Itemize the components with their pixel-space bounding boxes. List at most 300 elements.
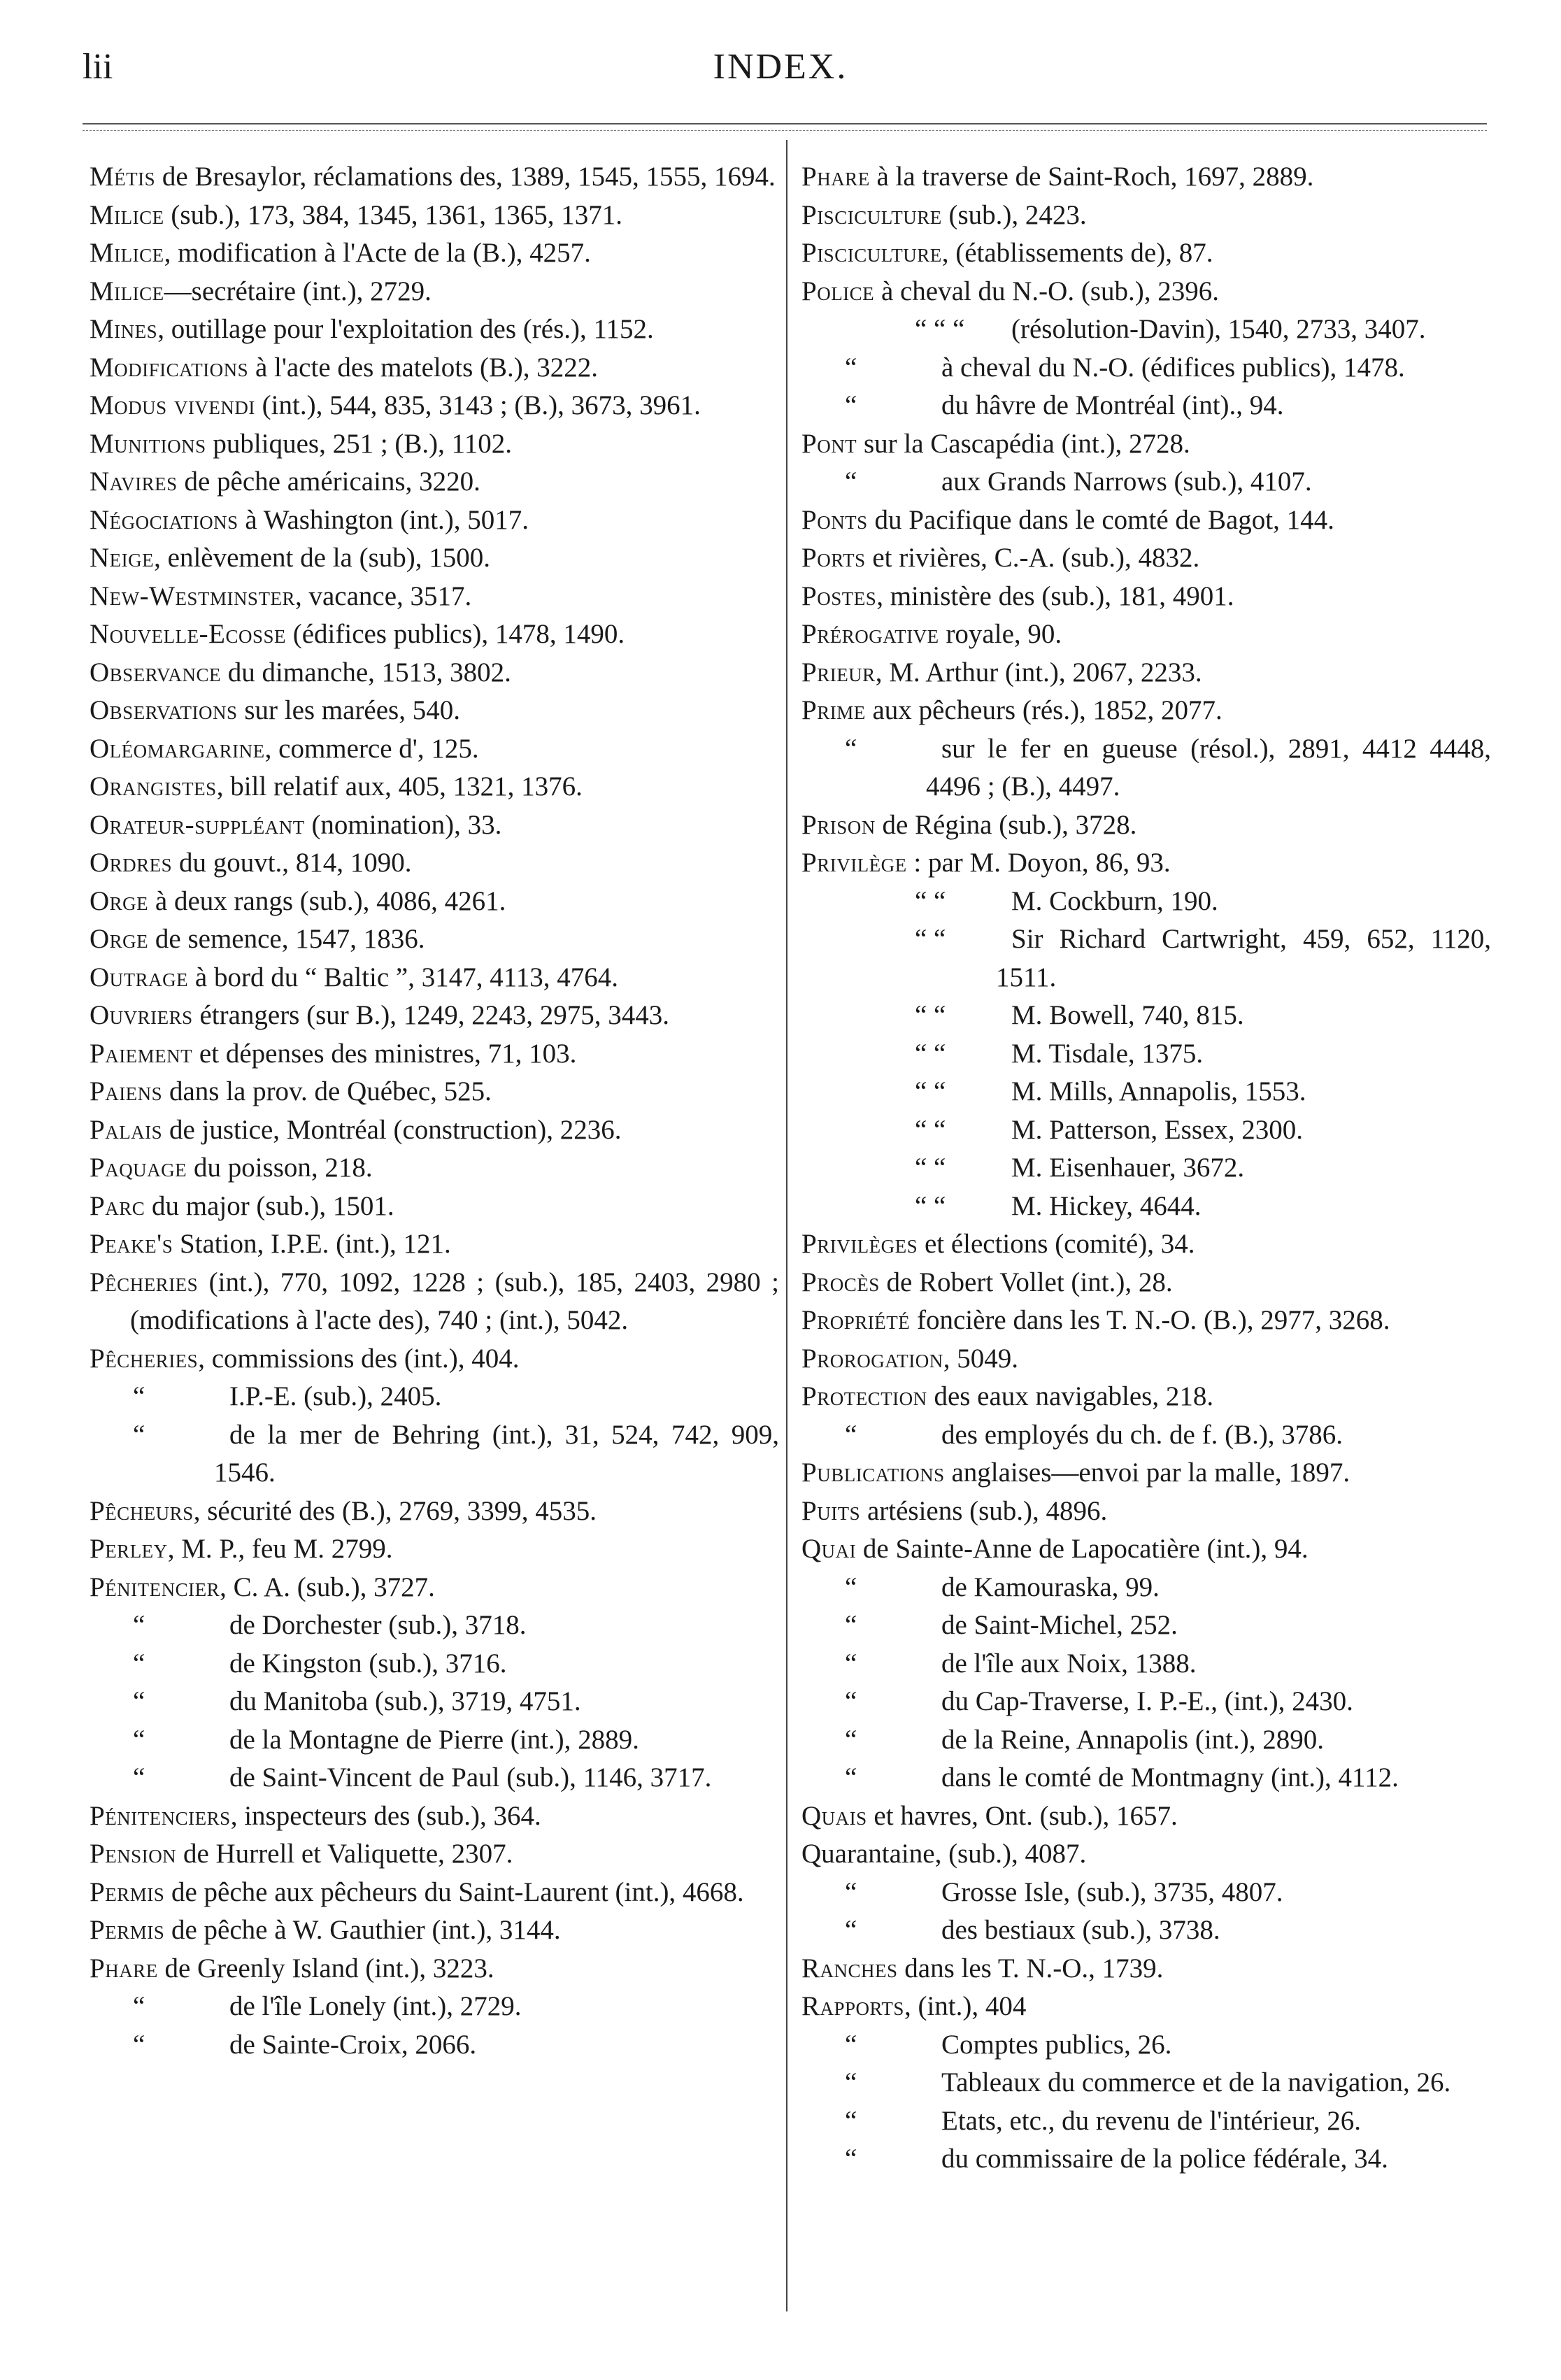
entry-text: du gouvt., 814, 1090. [172,848,412,878]
index-entry [801,2140,1491,2179]
entry-text: (int.), 770, 1092, 1228 ; (sub.), 185, 2403, 2980 ; (modifications à l'acte des), 740 ; (int.), 5042. [130,1267,779,1335]
index-column-right [801,158,1491,2179]
entry-heading: Modus vivendi [90,390,255,420]
entry-heading: Orangistes [90,771,217,801]
index-entry [801,387,1491,425]
ditto-mark: “ [845,1762,857,1793]
entry-heading: Milice [90,276,164,306]
index-entry [801,578,1491,616]
index-entry [801,1911,1491,1950]
index-entry [801,1759,1491,1797]
entry-text: Tableaux du commerce et de la navigation, 26. [941,2067,1451,2097]
index-entry [801,1378,1491,1416]
entry-text: dans la prov. de Québec, 525. [162,1076,492,1106]
entry-text: à la traverse de Saint-Roch, 1697, 2889. [869,162,1314,192]
ditto-mark: “ [845,2144,857,2174]
index-entry [801,1645,1491,1683]
entry-heading: Paquage [90,1153,187,1183]
entry-heading: Pénitenciers [90,1800,231,1831]
index-entry [90,1530,779,1569]
entry-heading: Pêcheurs [90,1495,194,1526]
index-entry [90,654,779,692]
entry-text: de Dorchester (sub.), 3718. [229,1610,527,1640]
ditto-mark: “ “ [915,1153,946,1183]
ditto-mark: “ “ [915,1000,946,1030]
ditto-mark: “ [845,1686,857,1716]
index-entry [90,920,779,959]
entry-text: (sub.), 2423. [941,199,1087,230]
entry-text: sur la Cascapédia (int.), 2728. [857,428,1190,459]
entry-text: à cheval du N.-O. (sub.), 2396. [874,276,1219,306]
entry-heading: Modifications [90,352,249,383]
index-entry [801,806,1491,845]
index-entry [90,1340,779,1378]
index-entry [90,730,779,769]
entry-heading: Outrage [90,962,189,992]
ditto-mark: “ [845,1610,857,1640]
index-entry [801,615,1491,654]
index-entry [90,1492,779,1531]
entry-text: Station, I.P.E. (int.), 121. [173,1229,451,1259]
entry-text: de Régina (sub.), 3728. [875,809,1137,840]
ditto-mark: “ [845,733,857,764]
entry-text: à cheval du N.-O. (édifices publics), 1478. [941,352,1405,383]
index-entry [90,1835,779,1874]
entry-text: , bill relatif aux, 405, 1321, 1376. [216,771,583,801]
entry-heading: Métis [90,162,156,192]
entry-heading: Palais [90,1114,163,1145]
index-entry [90,234,779,273]
entry-heading: Ponts [801,504,868,535]
ditto-mark: “ “ [915,1076,946,1106]
entry-text: M. Eisenhauer, 3672. [1011,1153,1245,1183]
ditto-mark: “ [845,2067,857,2097]
entry-text: , 5049. [943,1343,1018,1374]
ditto-mark: “ “ [915,1190,946,1221]
entry-heading: Observations [90,695,238,725]
ditto-mark: “ “ [915,885,946,916]
entry-heading: Publications [801,1458,945,1488]
index-entry [90,1721,779,1760]
entry-heading: Police [801,276,875,306]
entry-text: Etats, etc., du revenu de l'intérieur, 26. [941,2105,1362,2136]
entry-heading: Propriété [801,1305,911,1335]
entry-heading: Prime [801,695,866,725]
header-rule [83,123,1487,124]
index-entry [90,2026,779,2065]
entry-text: , C. A. (sub.), 3727. [220,1572,435,1602]
index-entry [801,920,1491,997]
entry-text: et élections (comité), 34. [918,1229,1195,1259]
entry-text: M. Tisdale, 1375. [1011,1038,1204,1069]
entry-heading: Peake's [90,1229,173,1259]
index-entry [90,1035,779,1074]
entry-text: du major (sub.), 1501. [145,1190,394,1221]
entry-text: , outillage pour l'exploitation des (rés.), 1152. [157,314,654,344]
ditto-mark: “ [133,1648,145,1679]
entry-text: , M. Arthur (int.), 2067, 2233. [875,657,1202,687]
index-entry [801,844,1491,883]
entry-text: (int.), 544, 835, 3143 ; (B.), 3673, 3961. [255,390,701,420]
index-entry [801,1340,1491,1378]
entry-text: M. Mills, Annapolis, 1553. [1011,1076,1306,1106]
index-entry [90,501,779,540]
entry-text: , ministère des (sub.), 181, 4901. [876,580,1234,611]
entry-text: de la Montagne de Pierre (int.), 2889. [229,1724,639,1755]
index-entry [90,1416,779,1492]
entry-text: de Sainte-Croix, 2066. [229,2029,477,2060]
index-entry [90,1378,779,1416]
index-entry [801,1606,1491,1645]
entry-heading: Permis [90,1915,165,1945]
entry-text: de l'île Lonely (int.), 2729. [229,1991,522,2021]
entry-text: à bord du “ Baltic ”, 3147, 4113, 4764. [188,962,619,992]
ditto-mark: “ “ [915,1038,946,1069]
entry-text: de Robert Vollet (int.), 28. [879,1267,1173,1297]
index-entry [801,349,1491,387]
ditto-mark: “ [845,1572,857,1602]
entry-text: à Washington (int.), 5017. [238,504,529,535]
index-entry [801,2026,1491,2065]
entry-text: anglaises—envoi par la malle, 1897. [944,1458,1350,1488]
entry-heading: Perley [90,1534,168,1564]
entry-text: , (int.), 404 [904,1991,1027,2021]
index-entry [801,997,1491,1035]
entry-heading: Munitions [90,428,206,459]
ditto-mark: “ [845,1419,857,1450]
entry-text: , M. P., feu M. 2799. [167,1534,393,1564]
index-entry [90,768,779,806]
entry-text: M. Bowell, 740, 815. [1011,1000,1244,1030]
ditto-mark: “ [133,1724,145,1755]
ditto-mark: “ [133,1686,145,1716]
entry-heading: Rapports [801,1991,904,2021]
index-entry [801,1835,1491,1874]
index-entry [801,1416,1491,1455]
index-entry [90,349,779,387]
entry-text: sur les marées, 540. [237,695,460,725]
index-entry [90,615,779,654]
entry-heading: Négociations [90,504,238,535]
entry-heading: Prérogative [801,619,939,649]
ditto-mark: “ [845,1876,857,1907]
page-title: INDEX. [713,47,848,87]
entry-heading: Orge [90,885,149,916]
entry-heading: Phare [90,1953,158,1983]
index-entry [801,1149,1491,1188]
entry-text: , enlèvement de la (sub), 1500. [154,543,490,573]
entry-heading: Protection [801,1381,927,1411]
entry-text: de la Reine, Annapolis (int.), 2890. [941,1724,1324,1755]
index-entry [90,273,779,311]
ditto-mark: “ [845,466,857,497]
index-entry [90,1797,779,1836]
index-entry [90,425,779,464]
index-entry [801,2064,1491,2102]
entry-text: des eaux navigables, 218. [927,1381,1214,1411]
index-entry [801,1797,1491,1836]
index-entry [90,1264,779,1340]
index-entry [90,539,779,578]
entry-heading: Pisciculture [801,238,942,268]
index-entry [90,1988,779,2026]
entry-text: (sub.), 173, 384, 1345, 1361, 1365, 1371. [164,199,623,230]
entry-heading: Permis [90,1876,165,1907]
index-entry [801,2102,1491,2141]
index-entry [90,1683,779,1721]
index-entry [801,1264,1491,1302]
ditto-mark: “ [133,2029,145,2060]
entry-heading: Pêcheries [90,1267,199,1297]
entry-text: Quarantaine, (sub.), 4087. [801,1839,1087,1869]
entry-text: et dépenses des ministres, 71, 103. [192,1038,577,1069]
entry-heading: Privilège [801,848,907,878]
entry-text: de Kamouraska, 99. [941,1572,1160,1602]
entry-text: artésiens (sub.), 4896. [860,1495,1108,1526]
entry-text: foncière dans les T. N.-O. (B.), 2977, 3268. [910,1305,1390,1335]
entry-heading: Quais [801,1800,867,1831]
index-entry [90,883,779,921]
entry-text: et havres, Ont. (sub.), 1657. [867,1800,1178,1831]
entry-text: dans les T. N.-O., 1739. [897,1953,1164,1983]
entry-heading: Nouvelle-Ecosse [90,619,286,649]
index-entry [801,234,1491,273]
entry-text: royale, 90. [939,619,1062,649]
entry-text: de Sainte-Anne de Lapocatière (int.), 94. [856,1534,1309,1564]
index-entry [801,539,1491,578]
entry-heading: Orateur-suppléant [90,809,305,840]
ditto-mark: “ [845,1648,857,1679]
entry-text: du dimanche, 1513, 3802. [221,657,511,687]
entry-text: de Saint-Vincent de Paul (sub.), 1146, 3717. [229,1762,712,1793]
index-entry [801,1454,1491,1492]
entry-heading: Privilèges [801,1229,918,1259]
entry-text: étrangers (sur B.), 1249, 2243, 2975, 3443. [192,1000,670,1030]
entry-heading: Paiement [90,1038,193,1069]
index-entry [801,1530,1491,1569]
entry-text: , sécurité des (B.), 2769, 3399, 4535. [193,1495,597,1526]
entry-text: du hâvre de Montréal (int)., 94. [941,390,1284,420]
index-entry [90,463,779,501]
index-entry [90,1569,779,1607]
entry-text: (édifices publics), 1478, 1490. [285,619,625,649]
index-entry [90,959,779,997]
index-entry [801,1874,1491,1912]
ditto-mark: “ [845,1724,857,1755]
entry-text: , inspecteurs des (sub.), 364. [230,1800,541,1831]
ditto-mark: “ “ [915,1114,946,1145]
index-entry [90,806,779,845]
index-entry [801,425,1491,464]
entry-text: à deux rangs (sub.), 4086, 4261. [148,885,506,916]
entry-text: de semence, 1547, 1836. [148,924,425,954]
entry-text: Sir Richard Cartwright, 459, 652, 1120, 1511. [996,924,1491,992]
entry-text: du Pacifique dans le comté de Bagot, 144. [867,504,1334,535]
index-entry [801,1950,1491,1988]
index-entry [90,1188,779,1226]
ditto-mark: “ [133,1762,145,1793]
index-entry [90,197,779,235]
entry-text: , modification à l'Acte de la (B.), 4257. [164,238,591,268]
ditto-mark: “ [133,1419,145,1450]
entry-heading: Neige [90,543,155,573]
entry-text: de Saint-Michel, 252. [941,1610,1178,1640]
entry-heading: Pêcheries [90,1343,199,1374]
entry-heading: Observance [90,657,222,687]
entry-heading: Procès [801,1267,880,1297]
index-entry [801,1492,1491,1531]
entry-text: de justice, Montréal (construction), 2236. [162,1114,622,1145]
entry-text: : par M. Doyon, 86, 93. [906,848,1171,878]
entry-text: de Greenly Island (int.), 3223. [157,1953,494,1983]
entry-text: , commissions des (int.), 404. [198,1343,520,1374]
entry-text: aux Grands Narrows (sub.), 4107. [941,466,1312,497]
entry-text: (nomination), 33. [304,809,502,840]
index-entry [801,1721,1491,1760]
index-entry [801,883,1491,921]
index-entry [90,1149,779,1188]
entry-text: M. Cockburn, 190. [1011,885,1218,916]
entry-heading: Pisciculture [801,199,942,230]
entry-text: de l'île aux Noix, 1388. [941,1648,1197,1679]
entry-text: à l'acte des matelots (B.), 3222. [248,352,598,383]
ditto-mark: “ “ “ [915,314,965,344]
entry-text: du commissaire de la police fédérale, 34. [941,2144,1388,2174]
index-entry [90,1950,779,1988]
index-entry [90,1759,779,1797]
entry-heading: New-Westminster [90,580,295,611]
entry-heading: Ranches [801,1953,898,1983]
entry-text: de Hurrell et Valiquette, 2307. [176,1839,513,1869]
entry-text: sur le fer en gueuse (résol.), 2891, 4412 4448, 4496 ; (B.), 4497. [926,733,1491,801]
index-entry [801,1302,1491,1340]
index-entry [801,692,1491,730]
index-entry [801,1988,1491,2026]
entry-heading: Milice [90,238,164,268]
index-entry [801,158,1491,197]
index-entry [90,1225,779,1264]
entry-text: de pêche à W. Gauthier (int.), 3144. [164,1915,561,1945]
entry-text: Grosse Isle, (sub.), 3735, 4807. [941,1876,1283,1907]
page-number: lii [83,47,113,87]
entry-text: et rivières, C.-A. (sub.), 4832. [865,543,1200,573]
index-entry [801,654,1491,692]
ditto-mark: “ [133,1381,145,1411]
entry-heading: Ouvriers [90,1000,193,1030]
entry-text: du poisson, 218. [187,1153,373,1183]
entry-text: des bestiaux (sub.), 3738. [941,1915,1220,1945]
index-entry [90,1911,779,1950]
index-entry [801,273,1491,311]
entry-text: —secrétaire (int.), 2729. [164,276,432,306]
entry-text: I.P.-E. (sub.), 2405. [229,1381,442,1411]
index-entry [90,1874,779,1912]
entry-heading: Parc [90,1190,145,1221]
entry-heading: Prison [801,809,876,840]
index-entry [801,1683,1491,1721]
entry-text: Comptes publics, 26. [941,2029,1172,2060]
entry-text: , (établissements de), 87. [941,238,1213,268]
index-entry [801,730,1491,806]
entry-text: de Kingston (sub.), 3716. [229,1648,507,1679]
index-entry [90,844,779,883]
entry-heading: Pension [90,1839,177,1869]
entry-text: , commerce d', 125. [264,733,479,764]
entry-text: aux pêcheurs (rés.), 1852, 2077. [865,695,1223,725]
index-entry [801,1073,1491,1111]
index-entry [801,197,1491,235]
entry-heading: Pénitencier [90,1572,220,1602]
index-entry [801,1035,1491,1074]
index-entry [90,578,779,616]
entry-text: du Cap-Traverse, I. P.-E., (int.), 2430. [941,1686,1353,1716]
entry-text: de pêche américains, 3220. [177,466,480,497]
index-entry [801,311,1491,349]
entry-text: de Bresaylor, réclamations des, 1389, 1545, 1555, 1694. [155,162,776,192]
index-entry [90,158,779,197]
entry-text: publiques, 251 ; (B.), 1102. [206,428,512,459]
index-entry [90,1111,779,1150]
index-entry [90,311,779,349]
index-entry [801,463,1491,501]
column-divider [786,140,787,2311]
entry-heading: Navires [90,466,178,497]
index-entry [801,501,1491,540]
entry-heading: Postes [801,580,877,611]
ditto-mark: “ [845,390,857,420]
ditto-mark: “ [133,1610,145,1640]
ditto-mark: “ [133,1991,145,2021]
entry-heading: Mines [90,314,158,344]
index-entry [801,1111,1491,1150]
entry-text: M. Hickey, 4644. [1011,1190,1202,1221]
ditto-mark: “ [845,2029,857,2060]
entry-text: dans le comté de Montmagny (int.), 4112. [941,1762,1399,1793]
entry-text: des employés du ch. de f. (B.), 3786. [941,1419,1343,1450]
index-entry [90,997,779,1035]
entry-heading: Ports [801,543,866,573]
index-entry [801,1569,1491,1607]
entry-heading: Phare [801,162,870,192]
index-entry [90,1645,779,1683]
entry-heading: Quai [801,1534,857,1564]
entry-heading: Paiens [90,1076,163,1106]
index-entry [801,1225,1491,1264]
ditto-mark: “ [845,352,857,383]
entry-heading: Prorogation [801,1343,943,1374]
index-entry [90,692,779,730]
entry-text: , vacance, 3517. [294,580,472,611]
entry-heading: Prieur [801,657,876,687]
ditto-mark: “ “ [915,924,946,954]
entry-heading: Milice [90,199,164,230]
entry-heading: Oléomargarine [90,733,265,764]
entry-heading: Orge [90,924,149,954]
entry-text: de pêche aux pêcheurs du Saint-Laurent (int.), 4668. [164,1876,744,1907]
ditto-mark: “ [845,2105,857,2136]
header-rule-dashed [83,130,1487,131]
entry-text: du Manitoba (sub.), 3719, 4751. [229,1686,581,1716]
index-column-left [90,158,779,2064]
entry-text: de la mer de Behring (int.), 31, 524, 742, 909, 1546. [214,1419,779,1488]
index-entry [801,1188,1491,1226]
entry-heading: Puits [801,1495,861,1526]
index-entry [90,1606,779,1645]
entry-text: M. Patterson, Essex, 2300. [1011,1114,1304,1145]
entry-text: (résolution-Davin), 1540, 2733, 3407. [1011,314,1426,344]
entry-heading: Ordres [90,848,173,878]
ditto-mark: “ [845,1915,857,1945]
